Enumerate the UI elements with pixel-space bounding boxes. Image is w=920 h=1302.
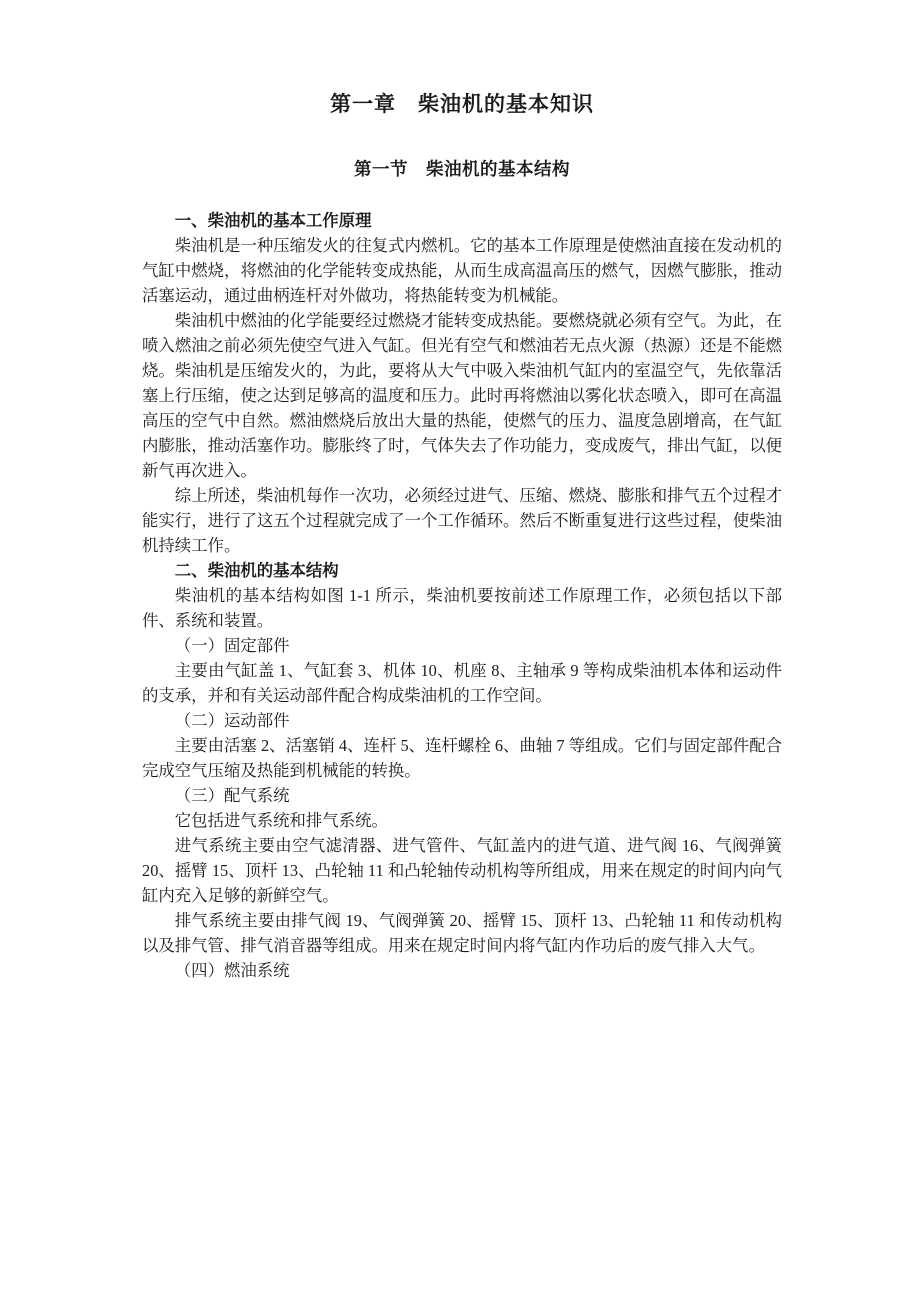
sub-heading: （三）配气系统	[174, 786, 290, 805]
paragraph: 主要由活塞 2、活塞销 4、连杆 5、连杆螺栓 6、曲轴 7 等组成。它们与固定部件配合完成空气压缩及热能到机械能的转换。	[142, 736, 782, 780]
section-title: 第一节 柴油机的基本结构	[354, 159, 570, 179]
paragraph: 柴油机中燃油的化学能要经过燃烧才能转变成热能。要燃烧就必须有空气。为此，在喷入燃油之前必须先使空气进入气缸。但光有空气和燃油若无点火源（热源）还是不能燃烧。柴油机是压缩发火的，为此，要将从大气中吸入柴油机气缸内的室温空气，先依靠活塞上行压缩，使之达到足够高的温度和压力。此时再将燃油以雾化状态喷入，即可在高温高压的空气中自然。燃油燃烧后放出大量的热能，使燃气的压力、温度急剧增高，在气缸内膨胀，推动活塞作功。膨胀终了时，气体失去了作功能力，变成废气，排出气缸，以便新气再次进入。	[142, 311, 782, 480]
sub-heading: （四）燃油系统	[174, 961, 290, 980]
paragraph: 综上所述，柴油机每作一次功，必须经过进气、压缩、燃烧、膨胀和排气五个过程才能实行，进行了这五个过程就完成了一个工作循环。然后不断重复进行这些过程，使柴油机持续工作。	[142, 486, 782, 555]
chapter-title: 第一章 柴油机的基本知识	[330, 92, 594, 116]
paragraph: 进气系统主要由空气滤清器、进气管件、气缸盖内的进气道、进气阀 16、气阀弹簧 20、摇臂 15、顶杆 13、凸轮轴 11 和凸轮轴传动机构等所组成，用来在规定的时间内向气缸内充入足够的新鲜空气。	[142, 836, 782, 905]
paragraph: 它包括进气系统和排气系统。	[174, 811, 388, 830]
section-heading: 二、柴油机的基本结构	[174, 561, 339, 580]
paragraph: 柴油机是一种压缩发火的往复式内燃机。它的基本工作原理是使燃油直接在发动机的气缸中燃烧，将燃油的化学能转变成热能，从而生成高温高压的燃气，因燃气膨胀，推动活塞运动，通过曲柄连杆对外做功，将热能转变为机械能。	[142, 236, 782, 305]
section-heading: 一、柴油机的基本工作原理	[174, 211, 372, 230]
sub-heading: （一）固定部件	[174, 636, 290, 655]
paragraph: 柴油机的基本结构如图 1-1 所示，柴油机要按前述工作原理工作，必须包括以下部件、系统和装置。	[142, 586, 782, 630]
document-body	[142, 208, 782, 983]
sub-heading: （二）运动部件	[174, 711, 290, 730]
paragraph: 主要由气缸盖 1、气缸套 3、机体 10、机座 8、主轴承 9 等构成柴油机本体和运动件的支承，并和有关运动部件配合构成柴油机的工作空间。	[142, 661, 782, 705]
paragraph: 排气系统主要由排气阀 19、气阀弹簧 20、摇臂 15、顶杆 13、凸轮轴 11 和传动机构以及排气管、排气消音器等组成。用来在规定时间内将气缸内作功后的废气排入大气。	[142, 911, 782, 955]
